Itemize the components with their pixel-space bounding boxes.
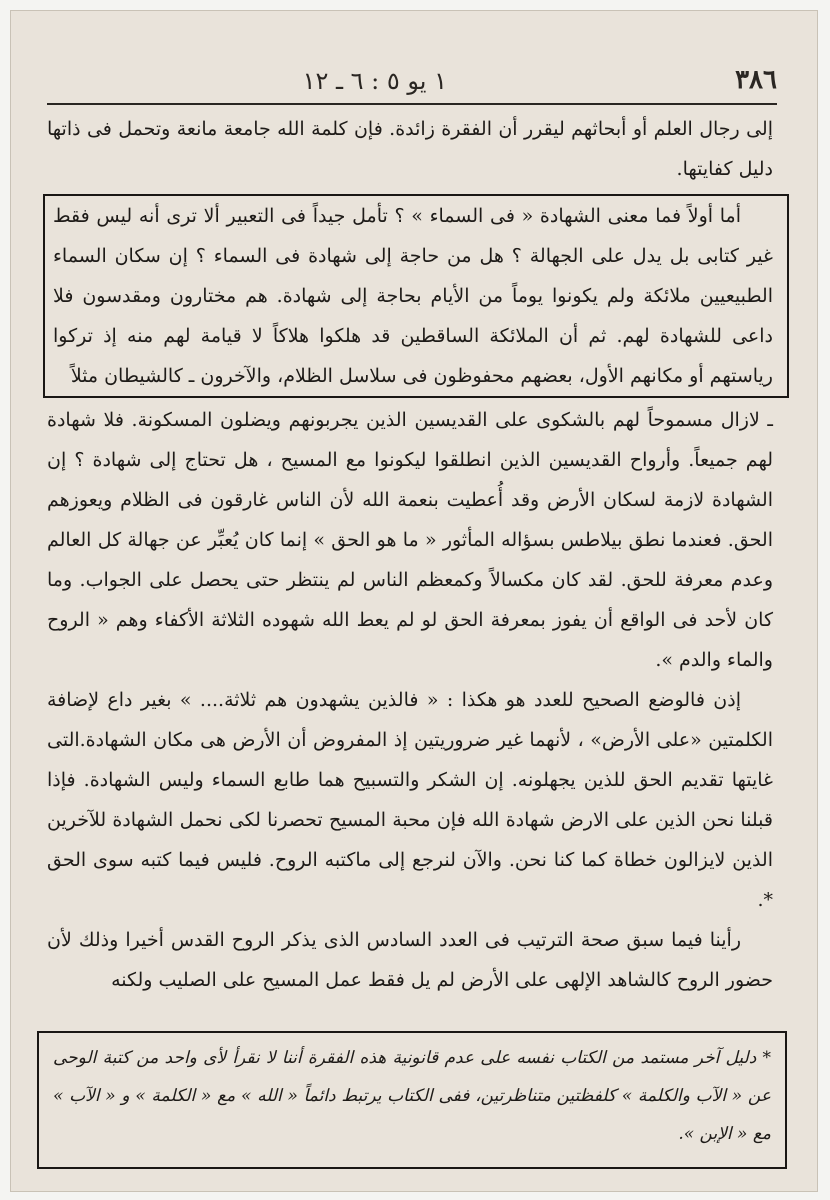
paragraph-3: ـ لازال مسموحاً لهم بالشكوى على القديسين الذين يجربونهم ويضلون المسكونة. فلا شهادة لهم جميعاً. وأرواح القديسين الذين انطلقوا ليكونوا مع المسيح ، هل تحتاج إلى شهادة ؟ إن الشهادة لازمة لسكان الأرض وقد أُعطيت بنعمة الله لأن الناس غارقون فى الظلام ويعوزهم الحق. فعندما نطق بيلاطس بسؤاله المأثور « ما هو الحق » إنما كان يُعبِّر عن جهالة كل العالم وعدم معرفة للحق. لقد كان مكسالاً وكمعظم الناس لم ينتظر حتى يحصل على الجواب. وما كان لأحد فى الواقع أن يفوز بمعرفة الحق لو لم يعط الله شهوده الثلاثة الأكفاء وهم « الروح والماء والدم ». [47, 409, 773, 671]
footnote-text: * دليل آخر مستمد من الكتاب نفسه على عدم قانونية هذه الفقرة أننا لا نقرأ لأى واحد من كتبة الوحى عن « الآب والكلمة » كلفظتين متناظرتين، ففى الكتاب يرتبط دائماً « الله » مع « الكلمة » و « الآب » مع « الإبن ». [53, 1048, 771, 1144]
paragraph-1: إلى رجال العلم أو أبحاثهم ليقرر أن الفقرة زائدة. فإن كلمة الله جامعة مانعة وتحمل فى ذاتها دليل كفايتها. [47, 118, 773, 180]
highlight-box [43, 194, 789, 398]
page-body [47, 109, 773, 1000]
paragraph-5: رأينا فيما سبق صحة الترتيب فى العدد السادس الذى يذكر الروح القدس أخيرا وذلك لأن حضور الروح كالشاهد الإلهى على الأرض لم يل فقط عمل المسيح على الصليب ولكنه [47, 929, 773, 991]
scripture-reference: ١ يو ٥ : ٦ ـ ١٢ [302, 67, 447, 95]
header-rule [47, 103, 777, 105]
footnote-box [37, 1031, 787, 1169]
book-page [10, 10, 818, 1192]
paragraph-4: إذن فالوضع الصحيح للعدد هو هكذا : « فالذين يشهدون هم ثلاثة.... » بغير داع لإضافة الكلمتين «على الأرض» ، لأنهما غير ضروريتين إذ المفروض أن الأرض هى مكان الشهادة.التى غايتها تقديم الحق للذين يجهلونه. إن الشكر والتسبيح هما طابع السماء وليس الشهادة. فإذا قبلنا نحن الذين على الارض شهادة الله فإن محبة المسيح تحصرنا لكى نحمل الشهادة للآخرين الذين لايزالون خطاة كما كنا نحن. والآن لنرجع إلى ماكتبه الروح. فليس فيما كتبه سوى الحق *. [47, 689, 773, 911]
paragraph-2: أما أولاً فما معنى الشهادة « فى السماء » ؟ تأمل جيداً فى التعبير ألا ترى أنه ليس فقط غير كتابى بل يدل على الجهالة ؟ هل من حاجة إلى شهادة فى السماء ؟ إن سكان السماء الطبيعيين ملائكة ولم يكونوا يوماً من الأيام بحاجة إلى شهادة. هم مختارون ومقدسون فلا داعى للشهادة لهم. ثم أن الملائكة الساقطين قد هلكوا هلاكاً لا قيامة لهم منه إذ تركوا رياستهم أو مكانهم الأول، بعضهم محفوظون فى سلاسل الظلام، والآخرون ـ كالشيطان مثلاً [53, 205, 773, 387]
page-number: ٣٨٦ [735, 65, 777, 95]
page-header [47, 63, 777, 107]
